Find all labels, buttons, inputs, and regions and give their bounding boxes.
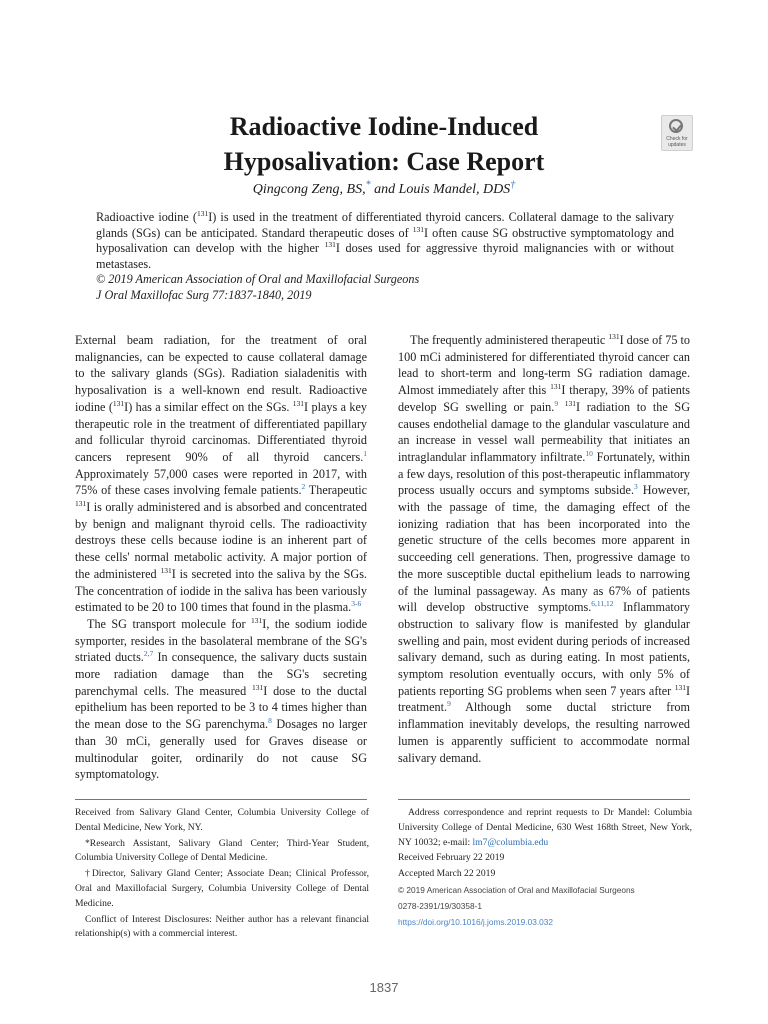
abstract-text: I doses used for aggressive thyroid malignancies with or without metastases. bbox=[96, 241, 674, 271]
isotope-sup: 131 bbox=[196, 208, 209, 218]
reference-link[interactable]: 2 bbox=[301, 482, 306, 492]
reference-link[interactable]: 1 bbox=[363, 448, 367, 458]
author-2-mark[interactable]: † bbox=[510, 179, 516, 191]
author-1: Qingcong Zeng, BS, bbox=[252, 182, 366, 197]
badge-label-line-2: updates bbox=[668, 142, 686, 148]
author-1-affiliation: *Research Assistant, Salivary Gland Center; Third-Year Student, Columbia University College of Dental Medicine. bbox=[75, 837, 369, 864]
paragraph: External beam radiation, for the treatment of oral malignancies, can be expected to cause collateral damage to the salivary glands (SGs). Radiation sialadenitis with hyposalivation is a well-known end result. Radioactive iodine ($^{131}$I) has a similar effect on the SGs. $^{131}$I plays a key therapeutic role in the treatment of differentiated papillary and follicular thyroid carcinomas. Differentiated thyroid cancers represent 90% of all thyroid cancers.$^1$ Approximately 57,000 cases were reported in 2017, with 75% of these cases involving female patients.$^2$ Therapeutic $^{131}$I is orally administered and is absorbed and concentrated by benign and malignant thyroid cells. The radioactivity destroys these cells because iodine is an inherent part of these cells' normal metabolic activity. A major portion of the administered $^{131}$I is secreted into the saliva by the SGs. The concentration of iodide in the saliva has been variously estimated to be 20 to 100 times that found in the plasma.$^{3-6}$ bbox=[75, 333, 367, 615]
conflict-of-interest: Conflict of Interest Disclosures: Neither author has a relevant financial relationship(s) with a commercial interest. bbox=[75, 913, 369, 940]
reference-link[interactable]: 3 bbox=[634, 482, 638, 492]
isotope-sup: 131 bbox=[324, 240, 336, 250]
title-line-2: Hyposalivation: Case Report bbox=[223, 147, 545, 176]
reference-link[interactable]: 2,7 bbox=[143, 649, 154, 659]
author-2: and Louis Mandel, DDS bbox=[374, 182, 511, 197]
received-date: Received February 22 2019 bbox=[398, 852, 505, 864]
abstract bbox=[96, 210, 674, 304]
badge-label-line-1: Check for bbox=[666, 136, 688, 142]
accepted-date: Accepted March 22 2019 bbox=[398, 868, 496, 880]
body-column-left bbox=[75, 332, 367, 783]
reference-link[interactable]: 8 bbox=[268, 716, 272, 726]
abstract-text: Radioactive iodine ( bbox=[96, 210, 197, 224]
received-from: Received from Salivary Gland Center, Columbia University College of Dental Medicine, New York, NY. bbox=[75, 807, 369, 833]
correspondence: Address correspondence and reprint requests to Dr Mandel: Columbia University College of Dental Medicine, 630 West 168th Street, New York, NY 10032; e-mail: lm7@columbia.edu bbox=[398, 807, 692, 848]
paragraph: The SG transport molecule for $^{131}$I, the sodium iodide symporter, resides in the basolateral membrane of the SG's striated ducts.$^{2,7}$ In consequence, the salivary ducts sustain more radiation damage than the SG's secreting parenchymal cells. The measured $^{131}$I dose to the ductal epithelium has been reported to be 3 to 4 times higher than the mean dose to the SG parenchyma.$^8$ Dosages no larger than 30 mCi, generally used for Graves disease or multinodular goiter, ordinarily do not cause SG symptomatology. bbox=[75, 615, 367, 782]
reference-link[interactable]: 9 bbox=[554, 398, 559, 408]
article-title bbox=[0, 109, 768, 179]
author-1-mark[interactable]: * bbox=[365, 179, 371, 191]
abstract-text: I often cause SG obstructive symptomatology and hyposalivation can develop with the higher bbox=[96, 225, 674, 256]
abstract-text: I) is used in the treatment of differentiated thyroid cancers. Collateral damage to the salivary glands (SGs) can be anticipated. Standard therapeutic doses of bbox=[96, 210, 674, 240]
badge-label bbox=[662, 136, 692, 148]
check-for-updates-icon bbox=[669, 119, 683, 133]
title-line-1: Radioactive Iodine-Induced bbox=[229, 112, 539, 141]
author-2-affiliation: †Director, Salivary Gland Center; Associate Dean; Clinical Professor, Oral and Maxillofacial Surgery, Columbia University College of Dental Medicine. bbox=[75, 868, 369, 909]
reference-link[interactable]: 9 bbox=[447, 699, 451, 709]
email-link[interactable]: lm7@columbia.edu bbox=[472, 836, 549, 848]
page-number: 1837 bbox=[369, 980, 399, 995]
reference-link[interactable]: 6,11,12 bbox=[591, 599, 614, 609]
reference-link[interactable]: 10 bbox=[585, 448, 593, 458]
paragraph: The frequently administered therapeutic $^{131}$I dose of 75 to 100 mCi administered for differentiated thyroid cancer can lead to short-term and long-term SG radiation damage. Almost immediately after this $^{131}$I therapy, 39% of patients develop SG swelling or pain.$^9$ $^{131}$I radiation to the SG causes endothelial damage to the glandular vasculature and an increase in vessel wall permeability that initiates an intraglandular inflammatory infiltrate.$^{10}$ Fortunately, within a few days, resolution of this post-therapeutic inflammatory process usually occurs and symptoms subside.$^3$ However, with the passage of time, the damaging effect of the ionizing radiation that has been incorporated into the genetic structure of the cells becomes more apparent in succeeding cell generations. Then, progressive damage to the more susceptible ductal epithelium leads to narrowing of the luminal passageway. As many as 67% of patients will develop obstructive symptoms.$^{6,11,12}$ Inflammatory obstruction to salivary flow is manifested by glandular swelling and pain, most evident during periods of increased salivary demand, such as during eating. In most patients, symptom resolution eventually occurs, with only 5% of patients reporting SG problems when seen 7 years after $^{131}$I treatment.$^9$ Although some ductal stricture from inflammation inevitably develops, the resulting narrowed lumen is apparently sufficient to accommodate normal salivary demand. bbox=[398, 331, 691, 765]
article-code: 0278-2391/19/30358-1 bbox=[398, 900, 482, 911]
doi-link[interactable]: https://doi.org/10.1016/j.joms.2019.03.032 bbox=[398, 916, 553, 927]
reference-link[interactable]: 3-6 bbox=[351, 599, 362, 609]
footnote-divider bbox=[75, 799, 367, 800]
footnote-divider bbox=[398, 799, 690, 800]
abstract-copyright: © 2019 American Association of Oral and Maxillofacial Surgeons bbox=[96, 272, 420, 287]
journal-citation: J Oral Maxillofac Surg 77:1837-1840, 2019 bbox=[96, 287, 312, 302]
body-column-right bbox=[398, 332, 690, 766]
author-line bbox=[0, 179, 768, 198]
footnotes-right bbox=[398, 806, 692, 930]
isotope-sup: 131 bbox=[412, 224, 424, 234]
check-for-updates-badge[interactable] bbox=[661, 115, 693, 151]
footnotes-left bbox=[75, 806, 369, 943]
footer-copyright: © 2019 American Association of Oral and Maxillofacial Surgeons bbox=[398, 884, 635, 895]
